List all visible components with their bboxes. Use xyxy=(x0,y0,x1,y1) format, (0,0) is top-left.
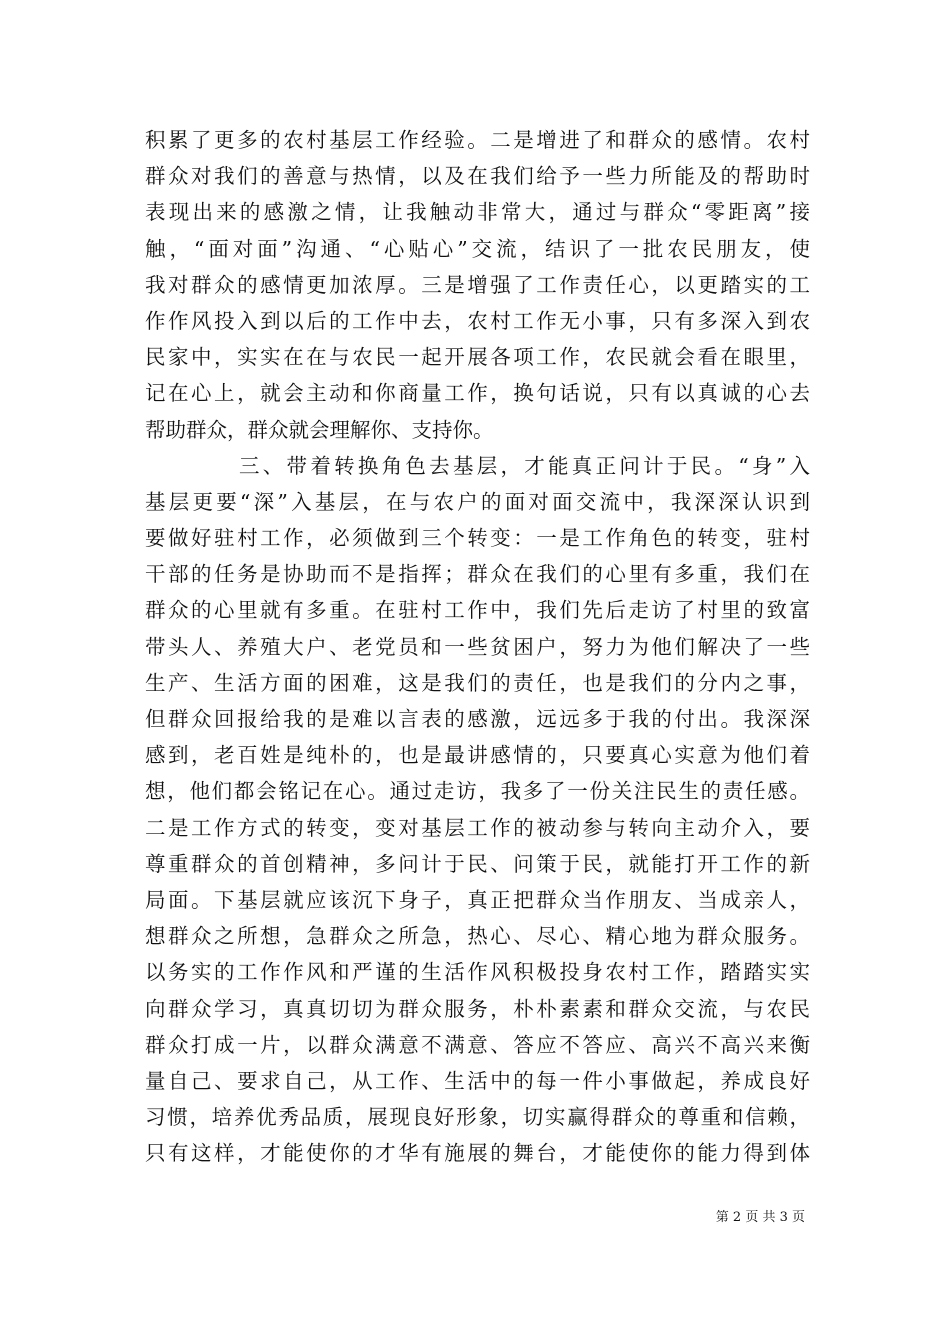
text-line: 群众打成一片，以群众满意不满意、答应不答应、高兴不高兴来衡 xyxy=(145,1032,810,1057)
page-footer: 第 2 页 共 3 页 xyxy=(715,1210,805,1225)
text-line: 基层更要“深”入基层，在与农户的面对面交流中，我深深认识到 xyxy=(145,489,810,514)
text-line: 想，他们都会铭记在心。通过走访，我多了一份关注民生的责任感。 xyxy=(145,779,810,804)
text-line: 积累了更多的农村基层工作经验。二是增进了和群众的感情。农村 xyxy=(145,128,810,152)
text-line: 干部的任务是协助而不是指挥；群众在我们的心里有多重，我们在 xyxy=(145,562,810,587)
text-line: 习惯，培养优秀品质，展现良好形象，切实赢得群众的尊重和信赖， xyxy=(145,1105,810,1130)
text-line: 我对群众的感情更加浓厚。三是增强了工作责任心，以更踏实的工 xyxy=(145,272,810,297)
text-line: 量自己、要求自己，从工作、生活中的每一件小事做起，养成良好 xyxy=(145,1068,810,1093)
text-line: 群众对我们的善意与热情，以及在我们给予一些力所能及的帮助时 xyxy=(145,164,810,189)
text-line: 记在心上，就会主动和你商量工作，换句话说，只有以真诚的心去 xyxy=(145,381,810,406)
text-line: 帮助群众，群众就会理解你、支持你。 xyxy=(145,417,494,442)
text-line: 想群众之所想，急群众之所急，热心、尽心、精心地为群众服务。 xyxy=(145,924,810,949)
text-line: 向群众学习，真真切切为群众服务，朴朴素素和群众交流，与农民 xyxy=(145,996,810,1021)
text-line: 但群众回报给我的是难以言表的感激，远远多于我的付出。我深深 xyxy=(145,707,810,731)
text-line: 作作风投入到以后的工作中去，农村工作无小事，只有多深入到农 xyxy=(145,308,810,333)
body-text xyxy=(145,122,810,1171)
text-line: 民家中，实实在在与农民一起开展各项工作，农民就会看在眼里， xyxy=(145,345,810,370)
text-line: 以务实的工作作风和严谨的生活作风积极投身农村工作，踏踏实实 xyxy=(145,960,810,985)
text-line: 触，“面对面”沟通、“心贴心”交流，结识了一批农民朋友，使 xyxy=(145,236,810,261)
text-line: 只有这样，才能使你的才华有施展的舞台，才能使你的能力得到体 xyxy=(145,1141,810,1166)
text-line: 带头人、养殖大户、老党员和一些贫困户，努力为他们解决了一些 xyxy=(145,634,810,659)
text-line: 要做好驻村工作，必须做到三个转变：一是工作角色的转变，驻村 xyxy=(145,526,810,551)
text-line: 二是工作方式的转变，变对基层工作的被动参与转向主动介入，要 xyxy=(145,815,810,840)
text-line: 生产、生活方面的困难，这是我们的责任，也是我们的分内之事， xyxy=(145,670,810,695)
text-line: 感到，老百姓是纯朴的，也是最讲感情的，只要真心实意为他们着 xyxy=(145,743,810,768)
text-line: 表现出来的感激之情，让我触动非常大，通过与群众“零距离”接 xyxy=(145,200,810,225)
section-heading-line: 三、带着转换角色去基层，才能真正问计于民。“身”入 xyxy=(239,453,810,478)
text-line: 局面。下基层就应该沉下身子，真正把群众当作朋友、当成亲人， xyxy=(145,887,810,912)
text-line: 尊重群众的首创精神，多问计于民、问策于民，就能打开工作的新 xyxy=(145,851,810,876)
text-line: 群众的心里就有多重。在驻村工作中，我们先后走访了村里的致富 xyxy=(145,598,810,623)
